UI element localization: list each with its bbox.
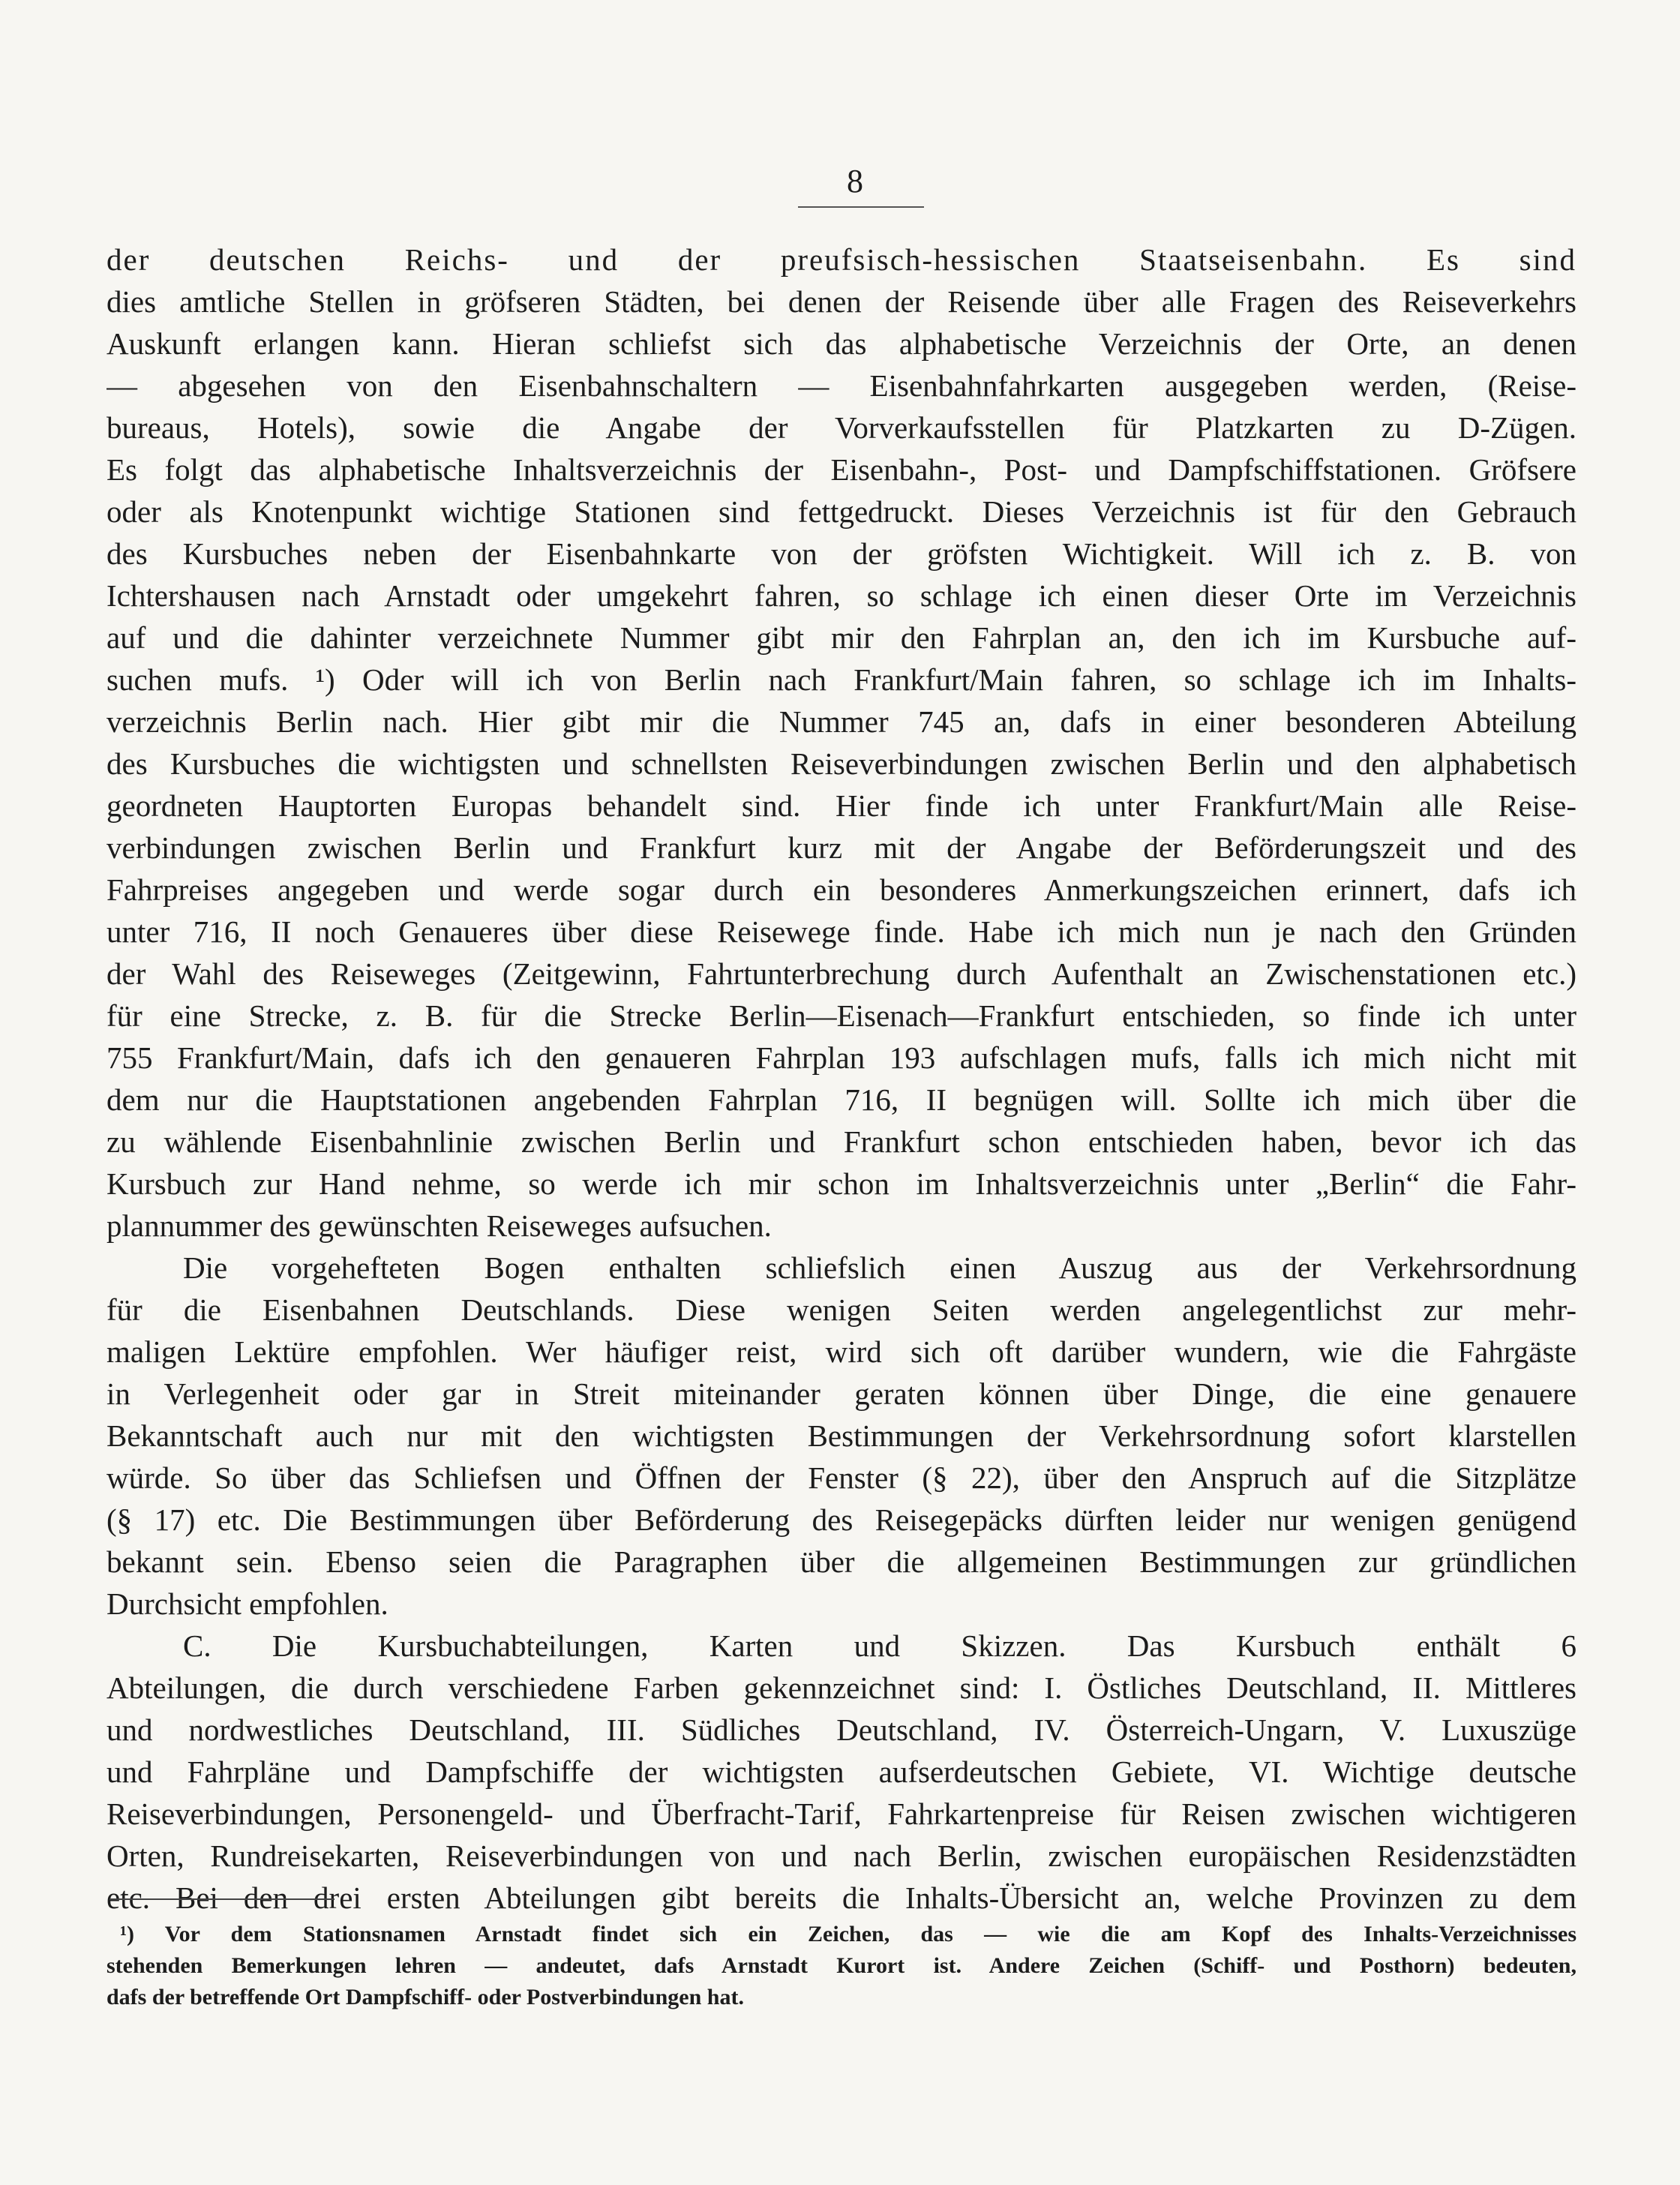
text-line: C. Die Kursbuchabteilungen, Karten und Skizzen. Das Kursbuch enthält 6: [183, 1628, 1576, 1663]
text-line: in Verlegenheit oder gar in Streit miteinander geraten können über Dinge, die eine genauere: [106, 1376, 1576, 1411]
text-line: oder als Knotenpunkt wichtige Stationen sind fettgedruckt. Dieses Verzeichnis ist für den Gebrauch: [106, 494, 1576, 529]
text-line: Abteilungen, die durch verschiedene Farben gekennzeichnet sind: I. Östliches Deutschland, II. Mittleres: [106, 1670, 1576, 1705]
text-line: Kursbuch zur Hand nehme, so werde ich mir schon im Inhaltsverzeichnis unter „Berlin“ die Fahr-: [106, 1166, 1576, 1201]
text-line: für die Eisenbahnen Deutschlands. Diese wenigen Seiten werden angelegentlichst zur mehr-: [106, 1292, 1576, 1327]
footnote-line: dafs der betreffende Ort Dampfschiff- oder Postverbindungen hat.: [106, 1985, 744, 2009]
footnote-rule: [110, 1898, 334, 1900]
text-line: für eine Strecke, z. B. für die Strecke Berlin—Eisenach—Frankfurt entschieden, so finde ich unter: [106, 998, 1576, 1033]
text-line: unter 716, II noch Genaueres über diese Reisewege finde. Habe ich mich nun je nach den Gründen: [106, 914, 1576, 949]
text-line: auf und die dahinter verzeichnete Nummer gibt mir den Fahrplan an, den ich im Kursbuche auf-: [106, 620, 1576, 655]
text-line: Es folgt das alphabetische Inhaltsverzeichnis der Eisenbahn-, Post- und Dampfschiffstationen. Gröfsere: [106, 452, 1576, 487]
body-text: [106, 239, 1576, 1919]
text-line: Bekanntschaft auch nur mit den wichtigsten Bestimmungen der Verkehrsordnung sofort klarstellen: [106, 1418, 1576, 1453]
text-line: (§ 17) etc. Die Bestimmungen über Beförderung des Reisegepäcks dürften leider nur wenigen genügend: [106, 1502, 1576, 1537]
text-line: würde. So über das Schliefsen und Öffnen der Fenster (§ 22), über den Anspruch auf die Sitzplätze: [106, 1460, 1576, 1495]
page-number: 8: [847, 163, 863, 200]
text-line: 755 Frankfurt/Main, dafs ich den genaueren Fahrplan 193 aufschlagen mufs, falls ich mich nicht mit: [106, 1040, 1576, 1075]
page-number-rule: [798, 206, 924, 208]
text-line: — abgesehen von den Eisenbahnschaltern — Eisenbahnfahrkarten ausgegeben werden, (Reise-: [106, 368, 1576, 403]
text-line: bekannt sein. Ebenso seien die Paragraphen über die allgemeinen Bestimmungen zur gründlichen: [106, 1544, 1576, 1579]
text-line: der deutschen Reichs- und der preufsisch-hessischen Staatseisenbahn. Es sind: [106, 242, 1576, 277]
text-line: verzeichnis Berlin nach. Hier gibt mir die Nummer 745 an, dafs in einer besonderen Abteilung: [106, 704, 1576, 739]
text-line: bureaus, Hotels), sowie die Angabe der Vorverkaufsstellen für Platzkarten zu D-Zügen.: [106, 410, 1576, 445]
text-line: Fahrpreises angegeben und werde sogar durch ein besonderes Anmerkungszeichen erinnert, dafs ich: [106, 872, 1576, 907]
text-line: etc. Bei den drei ersten Abteilungen gibt bereits die Inhalts-Übersicht an, welche Provinzen zu dem: [106, 1880, 1576, 1915]
text-line: maligen Lektüre empfohlen. Wer häufiger reist, wird sich oft darüber wundern, wie die Fahrgäste: [106, 1334, 1576, 1369]
text-line: Auskunft erlangen kann. Hieran schliefst sich das alphabetische Verzeichnis der Orte, an denen: [106, 326, 1576, 361]
text-line: plannummer des gewünschten Reiseweges aufsuchen.: [106, 1208, 772, 1243]
text-line: Reiseverbindungen, Personengeld- und Überfracht-Tarif, Fahrkartenpreise für Reisen zwischen wichtigeren: [106, 1796, 1576, 1831]
text-line: Ichtershausen nach Arnstadt oder umgekehrt fahren, so schlage ich einen dieser Orte im Verzeichnis: [106, 578, 1576, 613]
footnotes: [106, 1919, 1576, 2013]
text-line: der Wahl des Reiseweges (Zeitgewinn, Fahrtunterbrechung durch Aufenthalt an Zwischenstationen etc.): [106, 956, 1576, 991]
text-line: dem nur die Hauptstationen angebenden Fahrplan 716, II begnügen will. Sollte ich mich über die: [106, 1082, 1576, 1117]
text-line: und nordwestliches Deutschland, III. Südliches Deutschland, IV. Österreich-Ungarn, V. Luxuszüge: [106, 1712, 1576, 1747]
footnote-line: ¹) Vor dem Stationsnamen Arnstadt findet sich ein Zeichen, das — wie die am Kopf des Inhalts-Verzeichnisses: [120, 1922, 1576, 1946]
text-line: dies amtliche Stellen in gröfseren Städten, bei denen der Reisende über alle Fragen des Reiseverkehrs: [106, 284, 1576, 319]
text-line: des Kursbuches neben der Eisenbahnkarte von der gröfsten Wichtigkeit. Will ich z. B. von: [106, 536, 1576, 571]
text-line: Orten, Rundreisekarten, Reiseverbindungen von und nach Berlin, zwischen europäischen Residenzstädten: [106, 1838, 1576, 1873]
text-line: geordneten Hauptorten Europas behandelt sind. Hier finde ich unter Frankfurt/Main alle Reise-: [106, 788, 1576, 823]
text-line: Die vorgehefteten Bogen enthalten schliefslich einen Auszug aus der Verkehrsordnung: [183, 1250, 1576, 1285]
footnote-line: stehenden Bemerkungen lehren — andeutet, dafs Arnstadt Kurort ist. Andere Zeichen (Schiff- und Posthorn) bedeuten,: [106, 1953, 1576, 1978]
text-line: des Kursbuches die wichtigsten und schnellsten Reiseverbindungen zwischen Berlin und den alphabetisch: [106, 746, 1576, 781]
text-line: verbindungen zwischen Berlin und Frankfurt kurz mit der Angabe der Beförderungszeit und des: [106, 830, 1576, 865]
text-line: suchen mufs. ¹) Oder will ich von Berlin nach Frankfurt/Main fahren, so schlage ich im Inhalts-: [106, 662, 1576, 697]
text-line: und Fahrpläne und Dampfschiffe der wichtigsten aufserdeutschen Gebiete, VI. Wichtige deutsche: [106, 1754, 1576, 1789]
text-line: Durchsicht empfohlen.: [106, 1586, 388, 1621]
text-line: zu wählende Eisenbahnlinie zwischen Berlin und Frankfurt schon entschieden haben, bevor ich das: [106, 1124, 1576, 1159]
